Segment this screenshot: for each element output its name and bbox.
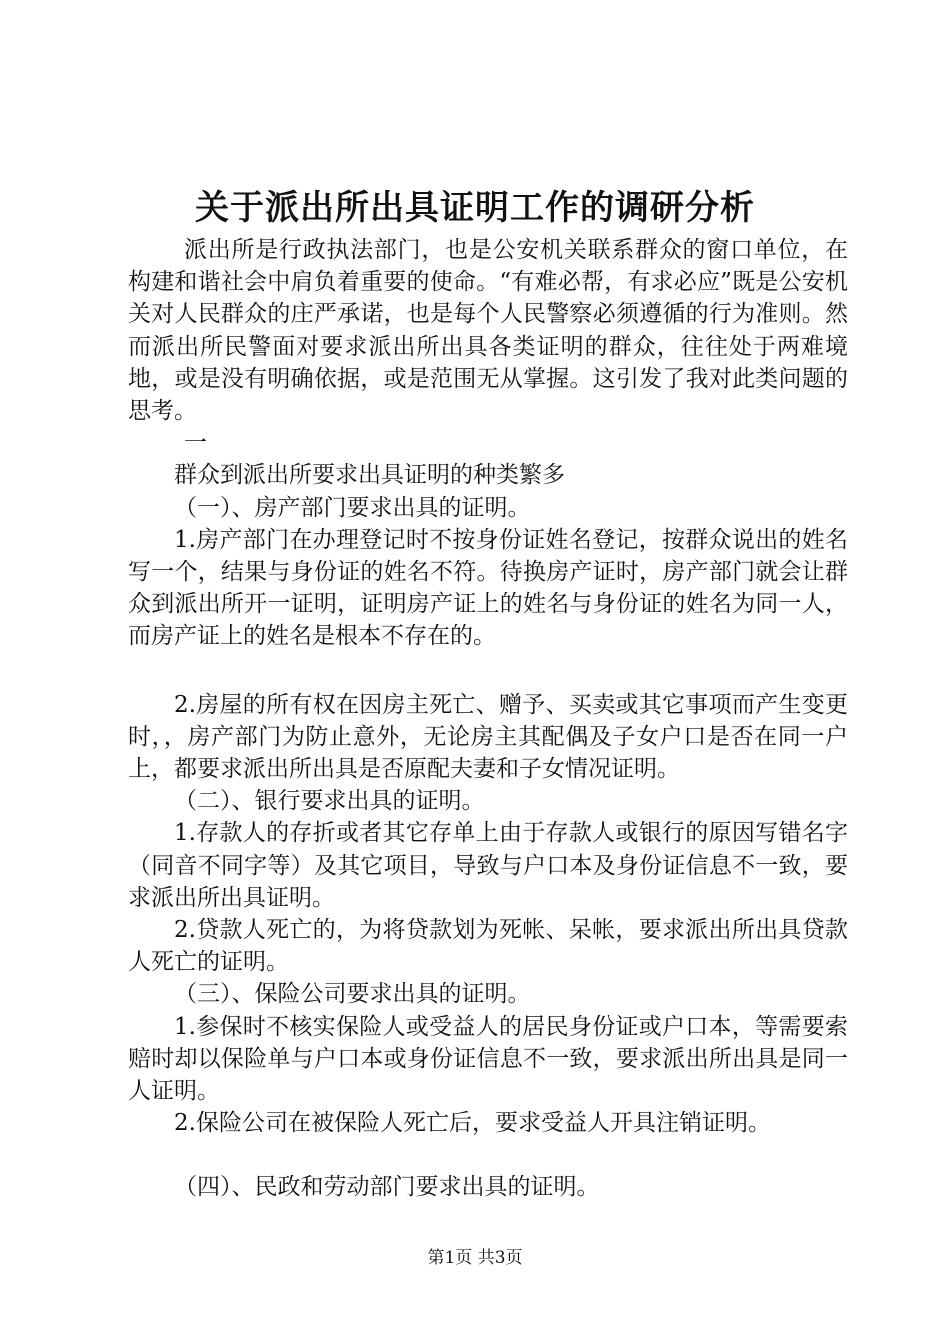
subsection-heading-bank: （二）、银行要求出具的证明。 xyxy=(174,788,485,815)
subsection-heading-civil-affairs: （四）、民政和劳动部门要求出具的证明。 xyxy=(174,1174,600,1201)
intro-paragraph: 派出所是行政执法部门，也是公安机关联系群众的窗口单位，在构建和谐社会中肩负着重要的使命。“有难必帮，有求必应”既是公安机关对人民群众的庄严承诺，也是每个人民警察必须遵循的行为准则。然而派出所民警面对要求派出所出具各类证明的群众，往往处于两难境地，或是没有明确依据，或是范围无从掌握。这引发了我对此类问题的思考。 xyxy=(128,237,848,425)
document-title: 关于派出所出具证明工作的调研分析 xyxy=(195,188,755,228)
document-body xyxy=(128,234,848,1204)
subsection-heading-insurance: （三）、保险公司要求出具的证明。 xyxy=(174,981,531,1008)
housing-item-2: 2.房屋的所有权在因房主死亡、赠予、买卖或其它事项而产生变更时，，房产部门为防止意外，无论房主其配偶及子女户口是否在同一户上，都要求派出所出具是否原配夫妻和子女情况证明。 xyxy=(128,691,848,783)
housing-item-1: 1.房产部门在办理登记时不按身份证姓名登记，按群众说出的姓名写一个，结果与身份证的姓名不符。待换房产证时，房产部门就会让群众到派出所开一证明，证明房产证上的姓名与身份证的姓名为同一人，而房产证上的姓名是根本不存在的。 xyxy=(128,526,848,650)
subsection-heading-housing: （一）、房产部门要求出具的证明。 xyxy=(174,494,531,521)
section-number: 一 xyxy=(184,430,207,457)
insurance-item-2: 2.保险公司在被保险人死亡后，要求受益人开具注销证明。 xyxy=(174,1110,771,1137)
page-number: 第1页 共3页 xyxy=(427,1248,523,1268)
insurance-item-1: 1.参保时不核实保险人或受益人的居民身份证或户口本，等需要索赔时却以保险单与户口本或身份证信息不一致，要求派出所出具是同一人证明。 xyxy=(128,1013,848,1105)
section-heading: 群众到派出所要求出具证明的种类繁多 xyxy=(174,462,565,489)
bank-item-2: 2.贷款人死亡的，为将贷款划为死帐、呆帐，要求派出所出具贷款人死亡的证明。 xyxy=(128,917,848,976)
bank-item-1: 1.存款人的存折或者其它存单上由于存款人或银行的原因写错名字（同音不同字等）及其它项目，导致与户口本及身份证信息不一致，要求派出所出具证明。 xyxy=(128,820,848,911)
